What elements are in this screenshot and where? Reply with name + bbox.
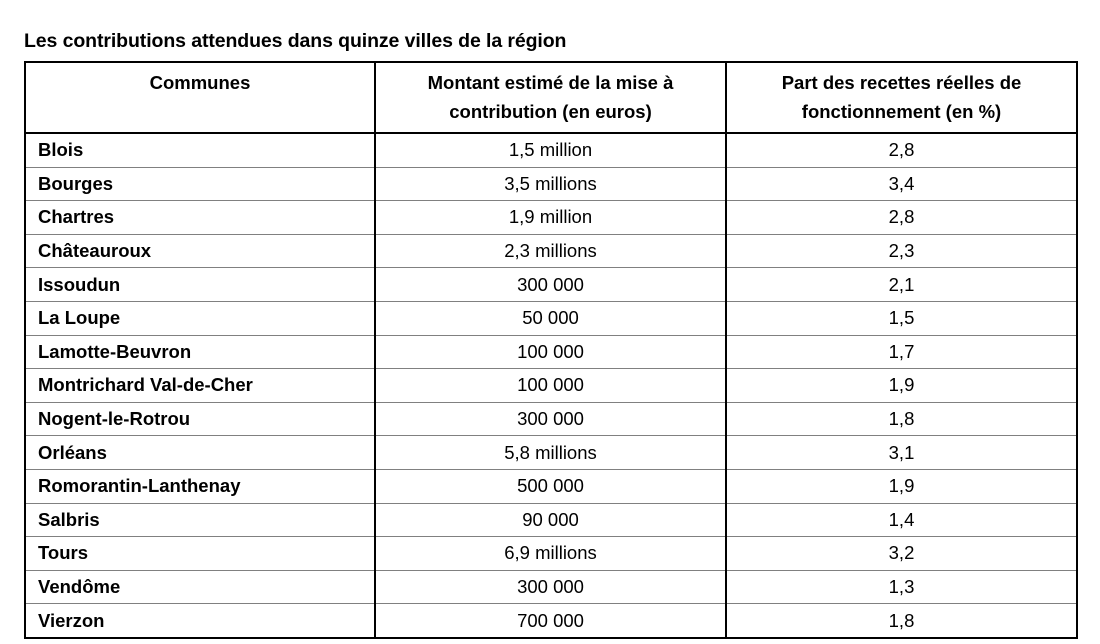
table-row [25,369,1077,403]
table-header [25,62,1077,133]
cell-commune: Orléans [25,436,375,470]
cell-part: 1,9 [726,369,1077,403]
table-row [25,570,1077,604]
cell-montant: 6,9 millions [375,537,726,571]
table-row [25,402,1077,436]
cell-part: 2,1 [726,268,1077,302]
cell-commune: Lamotte-Beuvron [25,335,375,369]
table-row [25,301,1077,335]
table-row [25,167,1077,201]
table-row [25,537,1077,571]
cell-montant: 50 000 [375,301,726,335]
cell-commune: Vierzon [25,604,375,638]
table-row [25,201,1077,235]
table-header-row [25,62,1077,133]
table-row [25,234,1077,268]
cell-montant: 300 000 [375,402,726,436]
cell-part: 1,8 [888,609,915,631]
cell-commune: Châteauroux [25,234,375,268]
cell-montant: 90 000 [375,503,726,537]
cell-commune: Chartres [25,201,375,235]
table-row [25,133,1077,167]
cell-montant: 1,5 million [375,133,726,167]
cell-montant: 5,8 millions [375,436,726,470]
cell-part: 2,8 [726,201,1077,235]
cell-commune: Blois [25,133,375,167]
cell-part: 2,3 [726,234,1077,268]
cell-commune: Salbris [25,503,375,537]
cell-part: 1,3 [726,570,1077,604]
cell-commune: Romorantin-Lanthenay [25,469,375,503]
table-row [25,268,1077,302]
cell-part: 1,7 [726,335,1077,369]
cell-part: 3,1 [726,436,1077,470]
cell-montant: 2,3 millions [375,234,726,268]
table-row [25,469,1077,503]
cell-commune: Tours [25,537,375,571]
column-header-part: Part des recettes réelles de fonctionnement (en %) [726,62,1077,133]
cell-montant: 100 000 [375,335,726,369]
cell-part: 1,5 [726,301,1077,335]
cell-montant: 700 000 [375,604,726,638]
cell-montant: 500 000 [375,469,726,503]
column-header-communes: Communes [25,62,375,133]
contributions-table [24,61,1078,639]
page-title: Les contributions attendues dans quinze villes de la région [24,30,567,53]
table-container [24,61,1076,639]
table-row [25,503,1077,537]
table-body [25,133,1077,638]
cell-commune: Montrichard Val-de-Cher [25,369,375,403]
cell-part: 1,4 [726,503,1077,537]
cell-part: 1,9 [726,469,1077,503]
cell-commune: Vendôme [25,570,375,604]
cell-commune: Issoudun [25,268,375,302]
cell-montant: 3,5 millions [375,167,726,201]
cell-montant: 100 000 [375,369,726,403]
cell-commune: Nogent-le-Rotrou [25,402,375,436]
cell-part: 1,8 [726,402,1077,436]
cell-part: 3,2 [726,537,1077,571]
table-row [25,335,1077,369]
cell-montant: 1,9 million [375,201,726,235]
cell-part: 2,8 [726,133,1077,167]
table-row [25,604,1077,638]
column-header-montant: Montant estimé de la mise à contribution (en euros) [375,62,726,133]
cell-part: 3,4 [726,167,1077,201]
cell-montant: 300 000 [375,268,726,302]
cell-commune: La Loupe [25,301,375,335]
cell-commune: Bourges [25,167,375,201]
table-row [25,436,1077,470]
cell-montant: 300 000 [375,570,726,604]
